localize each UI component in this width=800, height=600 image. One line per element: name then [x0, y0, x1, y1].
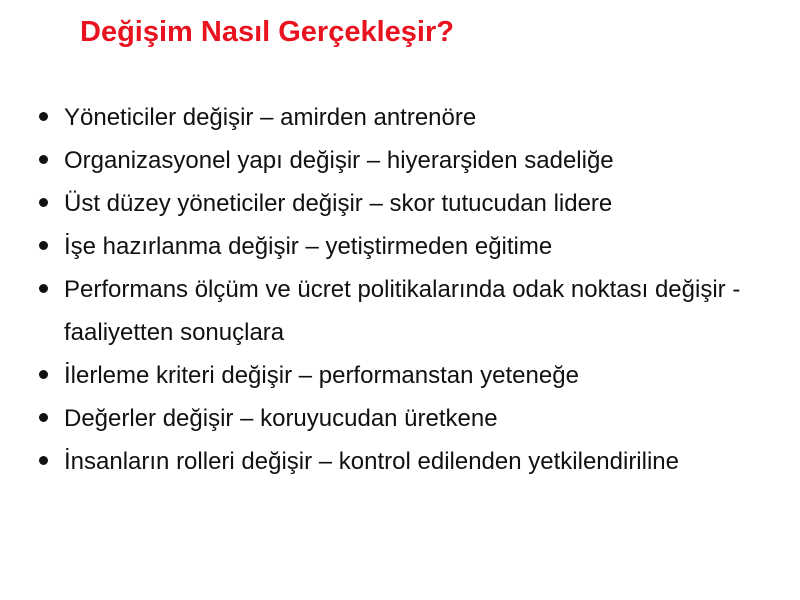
bullet-dot-icon [39, 155, 48, 164]
bullet-dot-icon [39, 456, 48, 465]
bullet-item-values [36, 397, 780, 440]
bullet-item-progress-criteria [36, 354, 780, 397]
bullet-item-managers [36, 96, 780, 139]
bullet-dot-icon [39, 241, 48, 250]
bullet-text: Üst düzey yöneticiler değişir – skor tutucudan lidere [64, 190, 613, 217]
bullet-text: Performans ölçüm ve ücret politikalarında odak noktası değişir - faaliyetten sonuçlara [64, 276, 741, 346]
bullet-dot-icon [39, 370, 48, 379]
slide-title: Değişim Nasıl Gerçekleşir? [80, 16, 454, 48]
bullet-text: Yöneticiler değişir – amirden antrenöre [64, 104, 477, 131]
bullet-dot-icon [39, 413, 48, 422]
bullet-item-senior-managers [36, 182, 780, 225]
bullet-text: İşe hazırlanma değişir – yetiştirmeden eğitime [64, 233, 553, 260]
bullet-dot-icon [39, 284, 48, 293]
bullet-text: İnsanların rolleri değişir – kontrol edilenden yetkilendiriline [64, 448, 679, 475]
bullet-text: Organizasyonel yapı değişir – hiyerarşiden sadeliğe [64, 147, 614, 174]
bullet-dot-icon [39, 112, 48, 121]
bullet-item-org-structure [36, 139, 780, 182]
bullet-item-performance [36, 268, 780, 354]
bullet-list [36, 96, 780, 483]
bullet-text: Değerler değişir – koruyucudan üretkene [64, 405, 498, 432]
bullet-dot-icon [39, 198, 48, 207]
bullet-item-people-roles [36, 440, 780, 483]
bullet-text: İlerleme kriteri değişir – performanstan yeteneğe [64, 362, 579, 389]
bullet-item-job-preparation [36, 225, 780, 268]
